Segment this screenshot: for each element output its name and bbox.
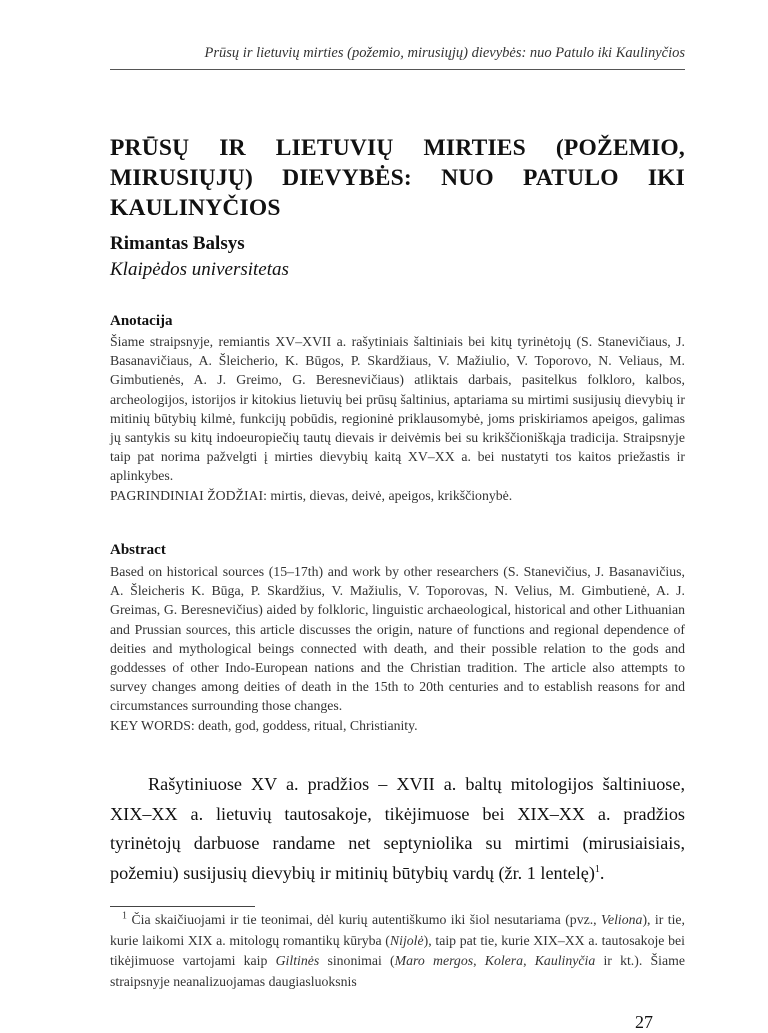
body-text: Rašytiniuose XV a. pradžios – XVII a. baltų mitologijos šaltiniuose, XIX–XX a. lietuvių tautosakoje, tikėjimuose bei XIX–XX a. pradžios tyrinėtojų darbuose randame net septyniolika su mirtimi (mirusiaisiais, požemiu) susijusių dievybių ir mitinių būtybių vardų (žr. 1 lentelę) <box>110 774 685 883</box>
title-line-1: PRŪSŲ IR LIETUVIŲ MIRTIES (POŽEMIO, <box>110 135 685 161</box>
footnote-divider <box>110 906 255 907</box>
abstract-keywords: KEY WORDS: death, god, goddess, ritual, Christianity. <box>110 717 418 733</box>
article-title <box>110 133 685 223</box>
page-number: 27 <box>635 1012 653 1032</box>
footnote-t1: Čia skaičiuojami ir tie teonimai, dėl kurių autentiškumo iki šiol nesutariama (pvz., <box>131 912 602 927</box>
footnote-t4: sinonimai ( <box>319 953 395 968</box>
anotacija-block <box>110 332 685 505</box>
footnote-mark: 1 <box>122 910 127 922</box>
footnote-t3: ), taip pat tie, kurie XIX–XX a. tautosakoje bei tikėjimuose vartojami kaip <box>110 932 685 968</box>
footnote-i2: Nijolė <box>389 932 424 948</box>
footnote-t7: ir kt.). Šiame straipsnyje neanalizuojamas daugiasluoksnis <box>110 953 685 989</box>
anotacija-text: Šiame straipsnyje, remiantis XV–XVII a. rašytiniais šaltiniais bei kitų tyrinėtojų (S. Stanevičiaus, J. Basanavičiaus, A. Šleicherio, K. Būgos, P. Skardžiaus, V. Mažiulio, V. Toporovo, N. Veliaus, M. Gimbutienės, A. J. Greimo, G. Beresnevičiaus) atliktais darbais, pasitelkus folkloro, kalbos, archeologijos, istorijos ir kitokius lietuvių bei prūsų šaltinius, aptariama su mirtimi susijusių dievybių ir mitinių būtybių kilmė, funkcijų pobūdis, regioninė priklausomybė, joms priskiriamos apeigos, galimas jų santykis su kitų indoeuropiečių tautų dievais ir deivėmis bei su krikščioniškąja tradicija. Straipsnyje taip pat norima pažvelgti į mirties dievybių kaitą XV–XX a. bei nustatyti tos kaitos priežastis ir aplinkybes. <box>110 334 685 484</box>
author-name: Rimantas Balsys <box>110 233 245 254</box>
footnote-i6: Kaulinyčia <box>534 953 596 968</box>
footnote-t2: ), ir tie, kurie laikomi XIX a. mitologų romantikų kūryba ( <box>110 912 686 948</box>
body-paragraph <box>110 770 685 888</box>
title-line-3: KAULINYČIOS <box>110 195 281 221</box>
footnote-reference[interactable]: 1 <box>594 863 600 875</box>
footnote-t5: , <box>473 953 485 968</box>
footnote-i4: Maro mergos <box>394 953 474 968</box>
footnote-1 <box>110 910 685 992</box>
author-affiliation: Klaipėdos universitetas <box>110 259 289 280</box>
abstract-heading: Abstract <box>110 542 166 558</box>
footnote-i5: Kolera <box>484 953 524 968</box>
footnote-i3: Giltinės <box>275 953 320 968</box>
title-line-2: MIRUSIŲJŲ) DIEVYBĖS: NUO PATULO IKI <box>110 165 685 191</box>
body-end: . <box>599 862 605 883</box>
footnote-i1: Veliona <box>601 912 643 927</box>
running-header: Prūsų ir lietuvių mirties (požemio, mirusiųjų) dievybės: nuo Patulo iki Kaulinyčios <box>110 45 685 70</box>
abstract-text: Based on historical sources (15–17th) and work by other researchers (S. Stanevičius, J. Basanavičius, A. Šleicheris K. Būga, P. Skardžius, V. Mažiulis, V. Toporovas, N. Velius, M. Gimbutienė, A. J. Greimas, G. Beresnevičius) aided by folkloric, linguistic archaeological, historical and other Lithuanian and Prussian sources, this article discusses the origin, nature of functions and regional dependence of deities and mythological beings connected with death, and their possible relation to the gods and goddesses of other Indo-European nations and the Christian tradition. The article also attempts to survey changes among deities of death in the 15th to 20th centuries and to establish reasons for and circumstances surrounding those changes. <box>110 564 685 714</box>
anotacija-keywords: PAGRINDINIAI ŽODŽIAI: mirtis, dievas, deivė, apeigos, krikščionybė. <box>110 487 513 503</box>
anotacija-heading: Anotacija <box>110 313 173 329</box>
footnote-t6: , <box>523 953 535 968</box>
abstract-block <box>110 562 685 735</box>
